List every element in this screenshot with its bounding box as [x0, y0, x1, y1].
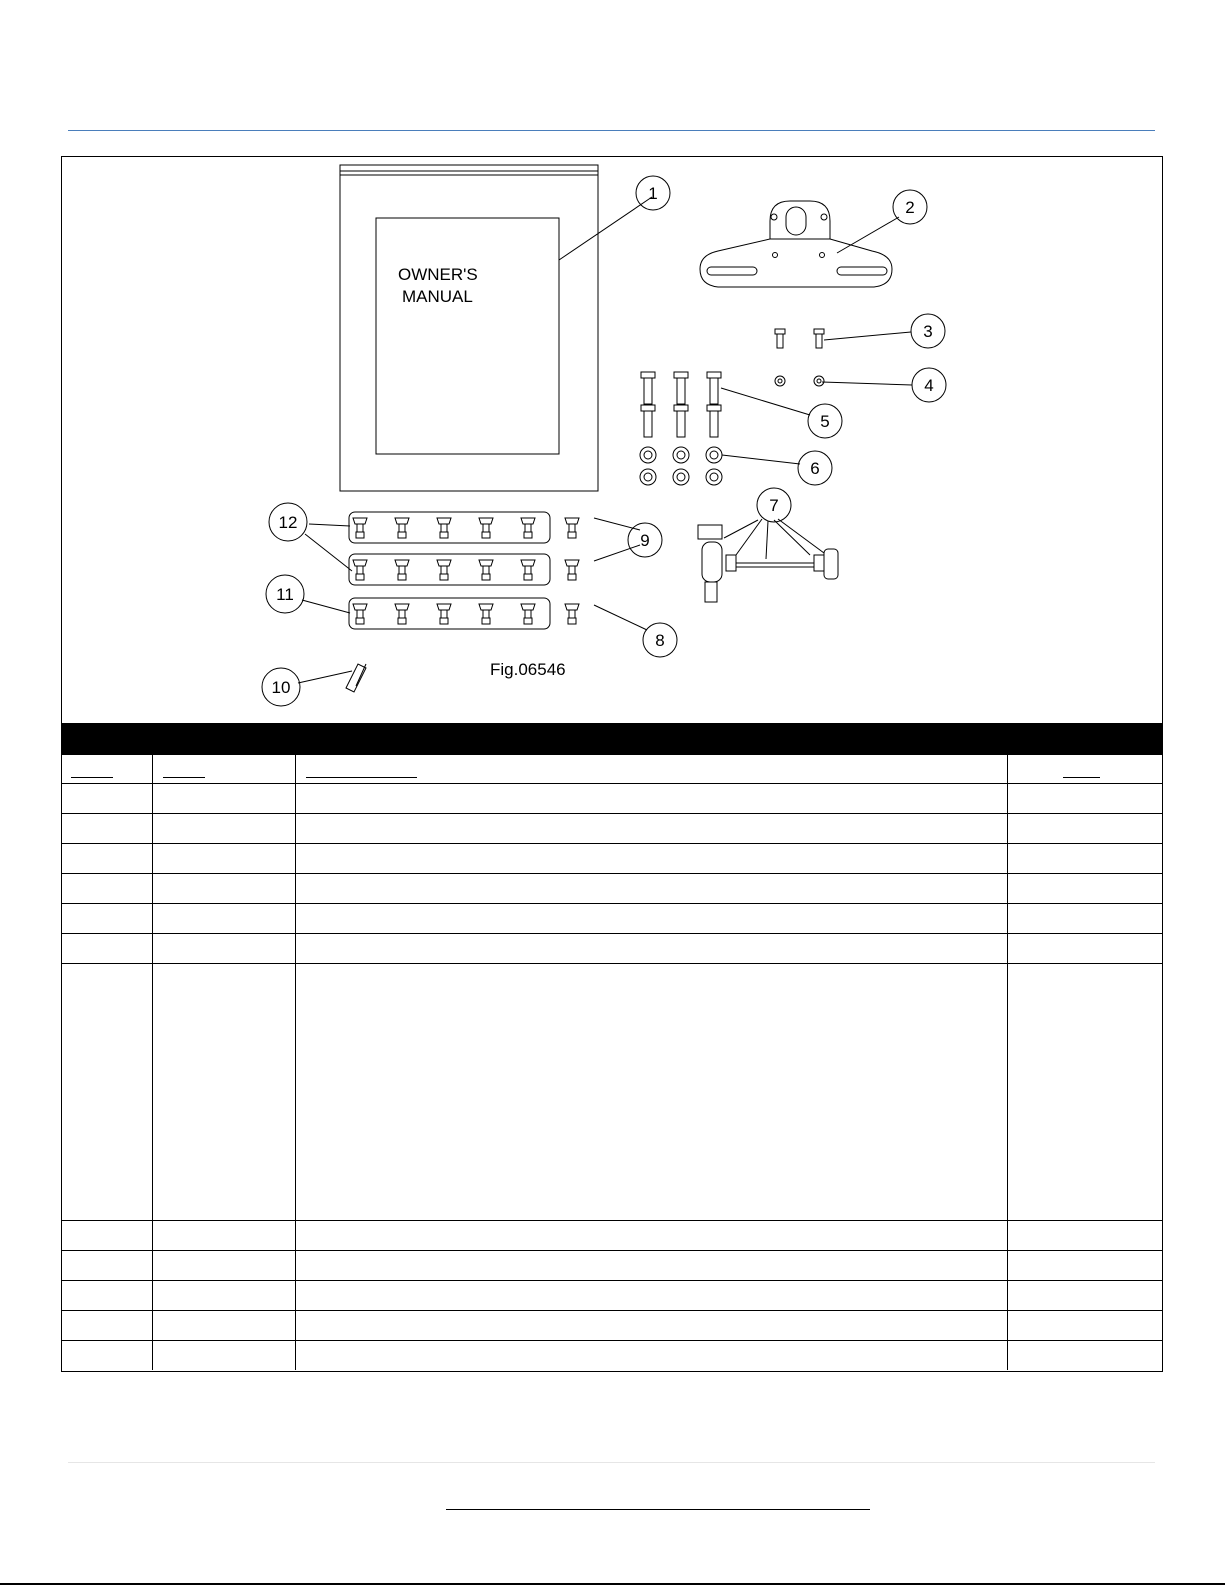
- table-row: [62, 874, 1162, 904]
- callout-1: [636, 176, 670, 210]
- svg-text:5: 5: [820, 412, 830, 431]
- parts-sheet: [61, 156, 1163, 1372]
- table-row: [62, 1311, 1162, 1341]
- svg-text:6: 6: [810, 459, 820, 478]
- callout-4: [912, 368, 946, 402]
- long-bolts-drawing: [641, 372, 721, 437]
- svg-text:1: 1: [648, 184, 658, 203]
- footer-rule: [68, 1462, 1155, 1463]
- table-header-row: [62, 755, 1162, 784]
- figure-id: Fig.06546: [490, 660, 566, 679]
- table-row: [62, 1281, 1162, 1311]
- keychain-drawing: [346, 664, 366, 692]
- callout-8: [643, 623, 677, 657]
- svg-text:9: 9: [640, 531, 650, 550]
- nuts-drawing: [640, 447, 722, 485]
- table-row: [62, 844, 1162, 874]
- nozzle-rows-drawing: [349, 512, 579, 629]
- footer-link-underline[interactable]: [446, 1509, 870, 1510]
- callout-12: [269, 503, 307, 541]
- small-nuts-drawing: [775, 376, 824, 386]
- callout-3: [911, 314, 945, 348]
- table-row: [62, 784, 1162, 814]
- callout-6: [798, 451, 832, 485]
- callout-2: [893, 190, 927, 224]
- manual-label-line1: OWNER'S: [398, 265, 478, 284]
- svg-text:8: 8: [655, 631, 665, 650]
- svg-text:12: 12: [278, 513, 298, 532]
- callout-7: [757, 488, 791, 522]
- svg-text:7: 7: [769, 496, 779, 515]
- leader-lines: [298, 197, 915, 683]
- table-row: [62, 934, 1162, 964]
- col-header-3: [295, 755, 1007, 784]
- callout-5: [808, 404, 842, 438]
- table-row: [62, 1221, 1162, 1251]
- table-title-bar: [62, 723, 1162, 755]
- bracket-drawing: [700, 201, 892, 287]
- col-header-4: [1007, 755, 1162, 784]
- svg-text:4: 4: [924, 376, 934, 395]
- small-bolts-drawing: [775, 329, 824, 348]
- fittings-drawing: [698, 525, 838, 602]
- col-header-1: [62, 755, 152, 784]
- svg-text:3: 3: [923, 322, 933, 341]
- callout-10: [262, 668, 300, 706]
- table-row: [62, 814, 1162, 844]
- table-row: [62, 964, 1162, 1221]
- owners-manual-drawing: [340, 165, 598, 491]
- header-rule: [68, 130, 1155, 131]
- callout-11: [266, 575, 304, 613]
- parts-table: [62, 755, 1162, 1370]
- manual-label-line2: MANUAL: [402, 287, 473, 306]
- table-row: [62, 1251, 1162, 1281]
- svg-text:2: 2: [905, 198, 915, 217]
- table-row: [62, 904, 1162, 934]
- svg-text:10: 10: [271, 678, 291, 697]
- col-header-2: [152, 755, 295, 784]
- svg-text:11: 11: [276, 585, 294, 604]
- parts-figure: [62, 157, 1162, 723]
- callout-9: [628, 523, 662, 557]
- table-row: [62, 1341, 1162, 1371]
